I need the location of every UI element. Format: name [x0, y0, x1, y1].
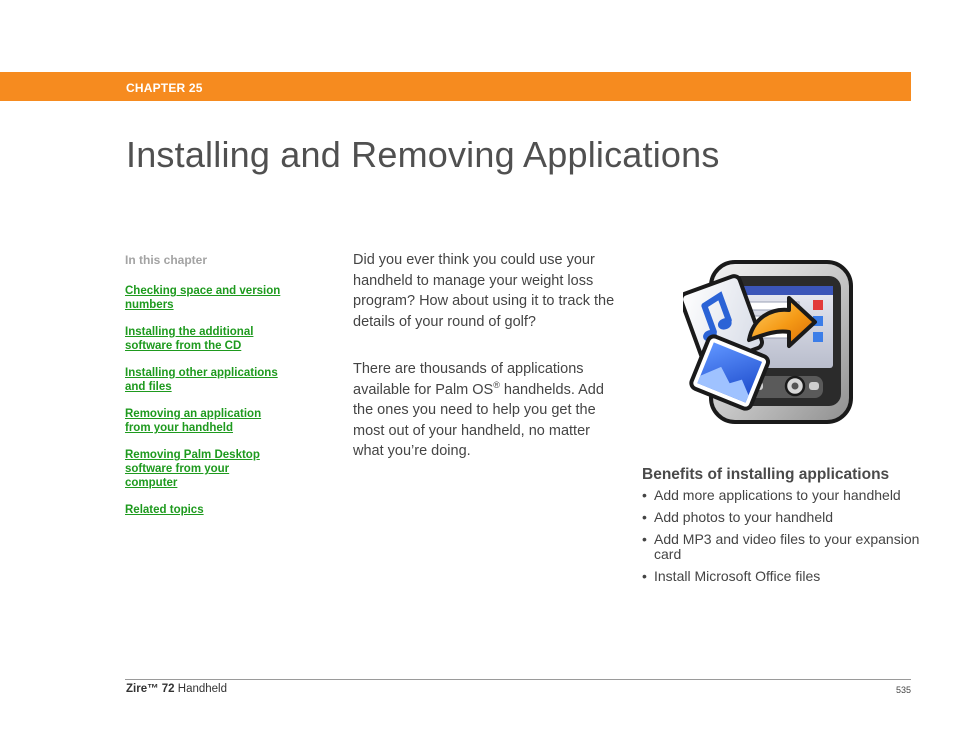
- benefits-section: [642, 466, 922, 591]
- footer-divider: [125, 679, 911, 680]
- bullet: •: [642, 568, 647, 584]
- benefit-item: [642, 569, 922, 584]
- benefit-item-text: Add photos to your handheld: [654, 509, 834, 525]
- footer-product-suffix: Handheld: [174, 683, 228, 695]
- intro-paragraph-2: [353, 359, 621, 462]
- benefit-item-text: Add MP3 and video files to your expansion card: [654, 531, 920, 562]
- toc-link-installing-other-applications[interactable]: Installing other applications and files: [125, 367, 278, 393]
- benefit-item-text: Add more applications to your handheld: [654, 487, 901, 503]
- intro-paragraph-1: Did you ever think you could use your handheld to manage your weight loss program? How about using it to track the details of your round of golf?: [353, 252, 615, 330]
- benefit-item: [642, 488, 922, 503]
- bullet: •: [642, 531, 647, 547]
- intro-text: [353, 250, 621, 462]
- benefits-title: Benefits of installing applications: [642, 466, 890, 483]
- footer-product-model: Zire™ 72: [126, 683, 175, 695]
- page-title: Installing and Removing Applications: [126, 134, 720, 175]
- chapter-label: CHAPTER 25: [126, 81, 203, 95]
- benefit-item: [642, 510, 922, 525]
- install-applications-icon: [683, 256, 859, 426]
- intro-paragraph-2-start: There are thousands of applications available for Palm OS: [353, 361, 584, 398]
- benefit-item-text: Install Microsoft Office files: [654, 568, 821, 584]
- toc-link-checking-space[interactable]: Checking space and version numbers: [125, 285, 281, 311]
- benefits-list: [642, 488, 922, 584]
- toc-link-removing-application[interactable]: Removing an application from your handheld: [125, 408, 262, 434]
- footer-page-number: 535: [895, 685, 911, 695]
- toc-link-removing-palm-desktop[interactable]: Removing Palm Desktop software from your computer: [125, 449, 260, 489]
- registered-mark: ®: [493, 379, 500, 390]
- bullet: •: [642, 487, 647, 503]
- bullet: •: [642, 509, 647, 525]
- chapter-toc: [125, 253, 325, 530]
- intro-paragraph-2-end: handhelds. Add the ones you need to help you get the most out of your handheld, no matter what you’re doing.: [353, 381, 604, 459]
- toc-link-related-topics[interactable]: Related topics: [125, 504, 204, 516]
- benefit-item: [642, 532, 922, 562]
- footer-product-name: [126, 683, 227, 695]
- toc-heading: In this chapter: [125, 253, 208, 267]
- toc-link-installing-additional-software[interactable]: Installing the additional software from the CD: [125, 326, 254, 352]
